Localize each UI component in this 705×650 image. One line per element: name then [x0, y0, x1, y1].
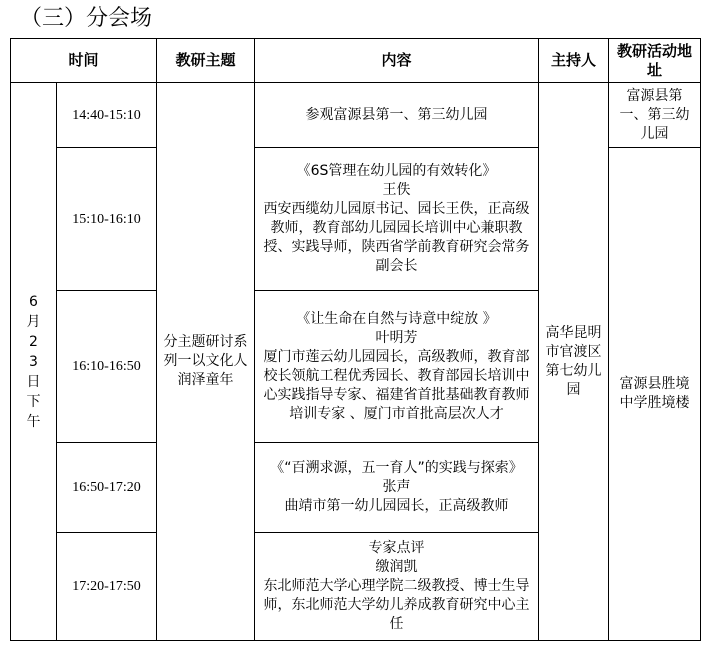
- speaker-bio: 曲靖市第一幼儿园园长，正高级教师: [284, 498, 509, 514]
- speaker-name: 王佚: [382, 182, 411, 198]
- speaker-bio: 西安西缆幼儿园原书记、园长王佚，正高级教师，教育部幼儿园园长培训中心兼职教授、实践导师，陕西省学前教育研究会常务副会长: [263, 201, 530, 274]
- content-line: 参观富源县第一、第三幼儿园: [305, 106, 488, 123]
- content-cell: [255, 83, 539, 148]
- time-cell: 14:40-15:10: [57, 83, 157, 148]
- date-cell: [11, 83, 57, 641]
- table-row: [11, 83, 701, 148]
- talk-title: 《让生命在自然与诗意中绽放 》: [296, 310, 497, 327]
- time-cell: 16:50-17:20: [57, 443, 157, 533]
- speaker-bio: 厦门市莲云幼儿园园长，高级教师，教育部校长领航工程优秀园长、教育部园长培训中心实践指导专家、福建省首批基础教育教师培训专家 、厦门市首批高层次人才: [263, 348, 530, 422]
- header-topic: 教研主题: [157, 39, 255, 83]
- content-cell: [255, 148, 539, 291]
- speaker-bio: 东北师范大学心理学院二级教授、博士生导师，东北师范大学幼儿养成教育研究中心主任: [263, 578, 530, 632]
- talk-title: 《“百溯求源，五一育人”的实践与探索》: [270, 460, 523, 476]
- header-time: 时间: [11, 39, 157, 83]
- speaker-name: 缴润凯: [375, 559, 418, 575]
- schedule-table: [10, 38, 701, 641]
- content-cell: [255, 533, 539, 641]
- talk-title: 专家点评: [368, 540, 425, 556]
- section-heading: （三）分会场: [20, 6, 153, 31]
- header-host: 主持人: [539, 39, 609, 83]
- speaker-name: 张声: [382, 479, 411, 495]
- host-cell: 高华昆明市官渡区第七幼儿园: [539, 83, 609, 641]
- time-cell: 15:10-16:10: [57, 148, 157, 291]
- venue-main-cell: 富源县胜境中学胜境楼: [609, 148, 701, 641]
- time-cell: 17:20-17:50: [57, 533, 157, 641]
- topic-cell: 分主题研讨系列一以文化人润泽童年: [157, 83, 255, 641]
- content-cell: [255, 291, 539, 443]
- header-content: 内容: [255, 39, 539, 83]
- speaker-name: 叶明芳: [375, 329, 418, 346]
- talk-title: 《6S管理在幼儿园的有效转化》: [296, 163, 497, 179]
- venue-first-cell: 富源县第一、第三幼儿园: [609, 83, 701, 148]
- time-cell: 16:10-16:50: [57, 291, 157, 443]
- date-text: 6月23日下午: [26, 293, 41, 430]
- header-row: [11, 39, 701, 83]
- content-cell: [255, 443, 539, 533]
- header-venue: 教研活动地址: [609, 39, 701, 83]
